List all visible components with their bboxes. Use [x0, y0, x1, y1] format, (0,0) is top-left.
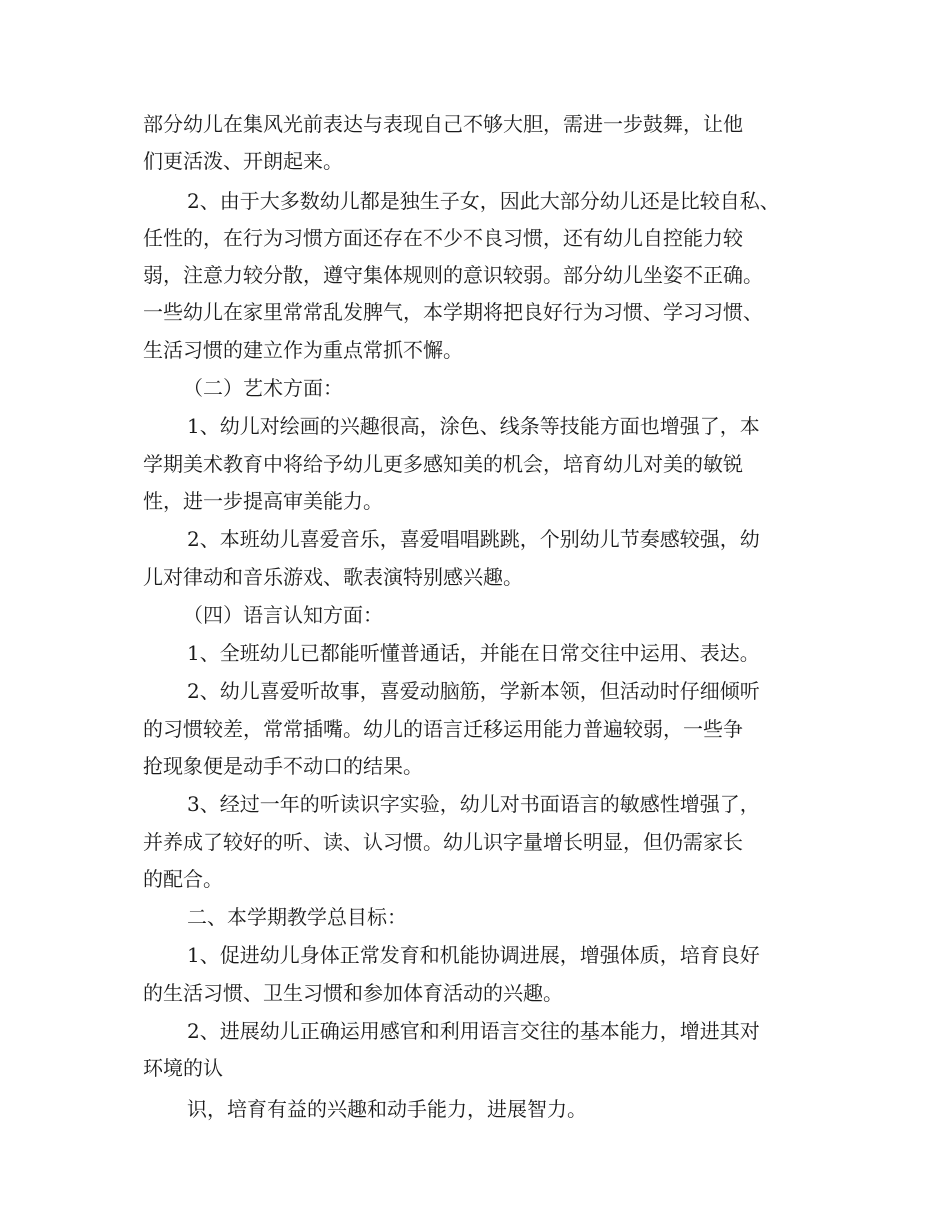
- text-line: 学期美术教育中将给予幼儿更多感知美的机会，培育幼儿对美的敏锐: [143, 452, 743, 476]
- section-heading: 二、本学期教学总目标：: [187, 905, 407, 929]
- text-line: 儿对律动和音乐游戏、歌表演特别感兴趣。: [143, 565, 523, 589]
- text-line: 1、全班幼儿已都能听懂普通话，并能在日常交往中运用、表达。: [187, 641, 760, 665]
- section-heading: （四）语言认知方面：: [183, 603, 383, 627]
- text-line: 性，进一步提高审美能力。: [143, 489, 383, 513]
- text-line: 3、经过一年的听读识字实验，幼儿对书面语言的敏感性增强了，: [187, 792, 760, 816]
- text-line: 任性的，在行为习惯方面还存在不少不良习惯，还有幼儿自控能力较: [143, 226, 743, 250]
- text-line: 并养成了较好的听、读、认习惯。幼儿识字量增长明显，但仍需家长: [143, 830, 743, 854]
- text-line: 的配合。: [143, 867, 223, 891]
- text-line: 1、促进幼儿身体正常发育和机能协调进展，增强体质，培育良好: [187, 943, 760, 967]
- text-line: 2、幼儿喜爱听故事，喜爱动脑筋，学新本领，但活动时仔细倾听: [187, 679, 760, 703]
- text-line: 生活习惯的建立作为重点常抓不懈。: [143, 338, 463, 362]
- text-line: 2、进展幼儿正确运用感官和利用语言交往的基本能力，增进其对: [187, 1019, 760, 1043]
- text-line: 部分幼儿在集风光前表达与表现自己不够大胆，需进一步鼓舞，让他: [143, 112, 743, 136]
- text-line: 2、由于大多数幼儿都是独生子女，因此大部分幼儿还是比较自私、: [187, 189, 780, 213]
- text-line: 弱，注意力较分散，遵守集体规则的意识较弱。部分幼儿坐姿不正确。: [143, 263, 763, 287]
- text-line: 识，培育有益的兴趣和动手能力，进展智力。: [187, 1097, 587, 1121]
- text-line: 一些幼儿在家里常常乱发脾气，本学期将把良好行为习惯、学习习惯、: [143, 300, 763, 324]
- text-line: 的习惯较差，常常插嘴。幼儿的语言迁移运用能力普遍较弱，一些争: [143, 717, 743, 741]
- text-line: 的生活习惯、卫生习惯和参加体育活动的兴趣。: [143, 981, 563, 1005]
- text-line: 抢现象便是动手不动口的结果。: [143, 754, 423, 778]
- section-heading: （二）艺术方面：: [183, 376, 343, 400]
- text-line: 们更活泼、开朗起来。: [143, 149, 343, 173]
- text-line: 环境的认: [143, 1056, 223, 1080]
- text-line: 1、幼儿对绘画的兴趣很高，涂色、线条等技能方面也增强了，本: [187, 414, 760, 438]
- text-line: 2、本班幼儿喜爱音乐，喜爱唱唱跳跳，个别幼儿节奏感较强，幼: [187, 527, 760, 551]
